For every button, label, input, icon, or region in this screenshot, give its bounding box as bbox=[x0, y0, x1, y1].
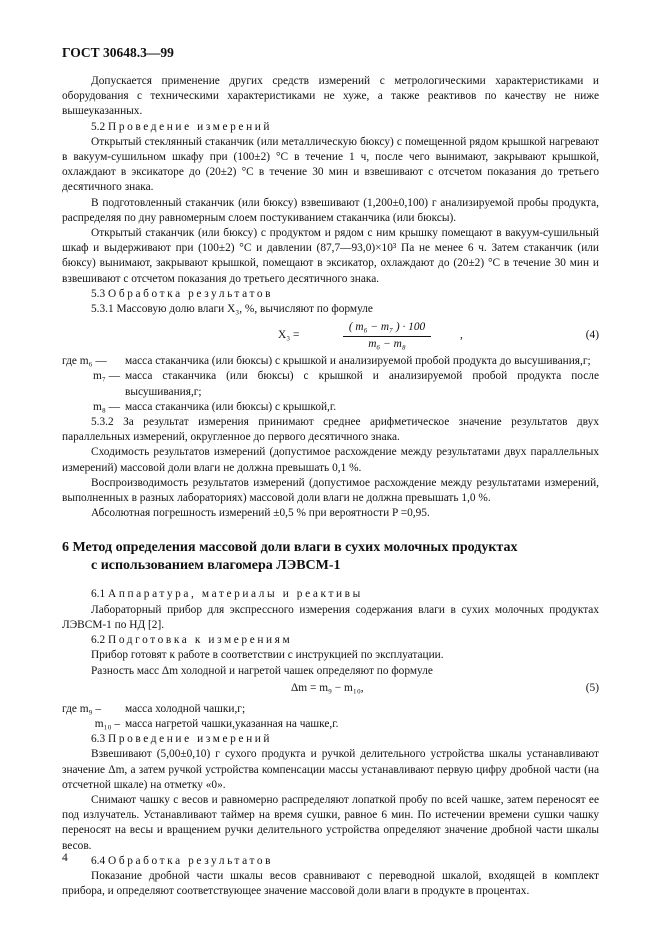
section-5-3-heading bbox=[62, 287, 599, 302]
definition-text: масса стаканчика (или бюксы) с крышкой,г. bbox=[125, 400, 337, 413]
definition-text: масса холодной чашки,г; bbox=[125, 702, 246, 715]
paragraph: Сходимость результатов измерений (допустимое расхождение между результатами двух параллельных измерений) массовой доли влаги не должна превышать 0,1 %. bbox=[62, 446, 599, 474]
section-6-heading bbox=[62, 539, 599, 575]
section-number: 6.2 bbox=[91, 634, 106, 647]
formula-fraction bbox=[312, 320, 462, 352]
formula-tail: , bbox=[460, 329, 463, 342]
paragraph: Воспроизводимость результатов измерений (допустимое расхождение между результатами измерений, выполненных в разных лабораториях) массовой доли влаги не должна превышать 1,0 %. bbox=[62, 476, 599, 505]
section-number: 6.1 bbox=[91, 588, 106, 601]
section-number: 6.4 bbox=[91, 854, 106, 867]
definition-item bbox=[62, 702, 599, 717]
formula-5 bbox=[62, 681, 599, 699]
paragraph: Взвешивают (5,00±0,10) г сухого продукта и ручкой делительного устройства шкалы устанавливают значение Δm, а затем ручкой устройства компенсации массы устанавливают первую цифру дробной части (на отсчетной шкале) на отметку «0». bbox=[62, 748, 599, 791]
heading-line: с использованием влагомера ЛЭВСМ-1 bbox=[91, 558, 341, 574]
definition-item bbox=[62, 400, 599, 415]
formula-numerator: ( m₆ − m₇ ) · 100 bbox=[343, 320, 431, 337]
section-title: Обработка результатов bbox=[108, 854, 274, 867]
definition-label: m₈ — bbox=[93, 400, 120, 413]
section-6-4-heading bbox=[62, 854, 599, 869]
section-6-3-heading bbox=[62, 732, 599, 747]
definition-label: m₁₀ – bbox=[94, 717, 120, 730]
formula-denominator: m₆ − m₈ bbox=[368, 338, 406, 351]
section-6-2-heading bbox=[62, 633, 599, 648]
paragraph: 5.3.2 За результат измерения принимают среднее арифметическое значение результатов двух параллельных измерений, округленное до первого десятичного знака. bbox=[62, 416, 599, 444]
formula-number: (5) bbox=[585, 681, 599, 694]
definition-text: масса нагретой чашки,указанная на чашке,г. bbox=[125, 717, 339, 730]
section-title: Аппаратура, материалы и реактивы bbox=[108, 588, 363, 601]
section-number: 5.3 bbox=[91, 287, 106, 300]
section-5-2-heading bbox=[62, 120, 599, 135]
definition-item bbox=[62, 369, 599, 399]
section-title: Проведение измерений bbox=[108, 120, 273, 133]
paragraph: Лабораторный прибор для экспрессного измерения содержания влаги в сухих молочных продуктах ЛЭВСМ-1 по НД [2]. bbox=[62, 603, 599, 631]
formula-4 bbox=[62, 320, 599, 350]
page-number: 4 bbox=[62, 852, 68, 864]
heading-line: 6 Метод определения массовой доли влаги в сухих молочных продуктах bbox=[62, 540, 518, 556]
section-title: Подготовка к измерениям bbox=[108, 634, 293, 647]
definition-text: масса стаканчика (или бюксы) с крышкой и анализируемой пробой продукта после высушивания,г; bbox=[125, 370, 599, 398]
paragraph: Абсолютная погрешность измерений ±0,5 % при вероятности P =0,95. bbox=[91, 507, 430, 520]
paragraph: Разность масс Δm холодной и нагретой чашек определяют по формуле bbox=[91, 664, 433, 677]
paragraph: 5.3.1 Массовую долю влаги X₃, %, вычисляют по формуле bbox=[91, 303, 373, 316]
formula-number: (4) bbox=[585, 329, 599, 342]
paragraph-intro: Допускается применение других средств измерений с метрологическими характеристиками и оборудования с техническими характеристиками не хуже, а также реактивов по качеству не ниже вышеуказанных. bbox=[62, 75, 599, 118]
paragraph: В подготовленный стаканчик (или бюксу) взвешивают (1,200±0,100) г анализируемой пробы продукта, распределяя по дну равномерным слоем постукиванием стаканчика (или бюксы). bbox=[62, 196, 599, 224]
document-header: ГОСТ 30648.3—99 bbox=[62, 45, 174, 60]
definition-label: m₇ — bbox=[93, 370, 120, 383]
definition-text: масса стаканчика (или бюксы) с крышкой и анализируемой пробой продукта до высушивания,г; bbox=[125, 355, 591, 368]
section-title: Проведение измерений bbox=[108, 733, 273, 746]
definition-label: где m₉ – bbox=[62, 702, 102, 715]
paragraph: Открытый стеклянный стаканчик (или металлическую бюксу) с помещенной рядом крышкой нагревают в вакуум-сушильном шкафу при (100±2) °С в течение 1 ч, после чего вынимают, закрывают крышкой, охлаждают в эксикаторе до (20±2) °С в течение 30 мин и взвешивают с отсчетом показания до третьего десятичного знака. bbox=[62, 135, 599, 194]
section-number: 6.3 bbox=[91, 733, 106, 746]
section-6-1-heading bbox=[62, 587, 599, 602]
formula-lhs: X₃ = bbox=[278, 329, 300, 342]
definition-item bbox=[62, 717, 599, 732]
formula-body: Δm = m₉ − m₁₀, bbox=[291, 681, 364, 694]
definition-item bbox=[62, 354, 599, 369]
paragraph: Прибор готовят к работе в соответствии с инструкцией по эксплуатации. bbox=[91, 649, 444, 662]
paragraph: Показание дробной части шкалы весов сравнивают с переводной шкалой, входящей в комплект прибора, и определяют соответствующее значение массовой доли влаги в продукте в процентах. bbox=[62, 869, 599, 898]
section-title: Обработка результатов bbox=[108, 287, 274, 300]
paragraph: Снимают чашку с весов и равномерно распределяют лопаткой пробу по всей чашке, затем переносят ее под излучатель. Устанавливают таймер на время сушки, равное 6 мин. По истечении времени сушки чашку переносят на весы и вращением ручки делительного устройства определяют значение дробной части шкалы весов. bbox=[62, 793, 599, 852]
text-column bbox=[62, 74, 599, 899]
paragraph: Открытый стаканчик (или бюксу) с продуктом и рядом с ним крышку помещают в вакуум-сушильный шкаф и выдерживают при (100±2) °С и давлении (87,7—93,0)×10³ Па не менее 6 ч. Затем стаканчик (или бюксу) вынимают, закрывают крышкой, помещают в эксикатор, охлаждают до (20±2) °С в течение 30 мин и взвешивают с отсчетом показания до третьего десятичного знака. bbox=[62, 227, 599, 285]
definition-label: где m₆ — bbox=[62, 355, 107, 368]
section-number: 5.2 bbox=[91, 120, 106, 133]
